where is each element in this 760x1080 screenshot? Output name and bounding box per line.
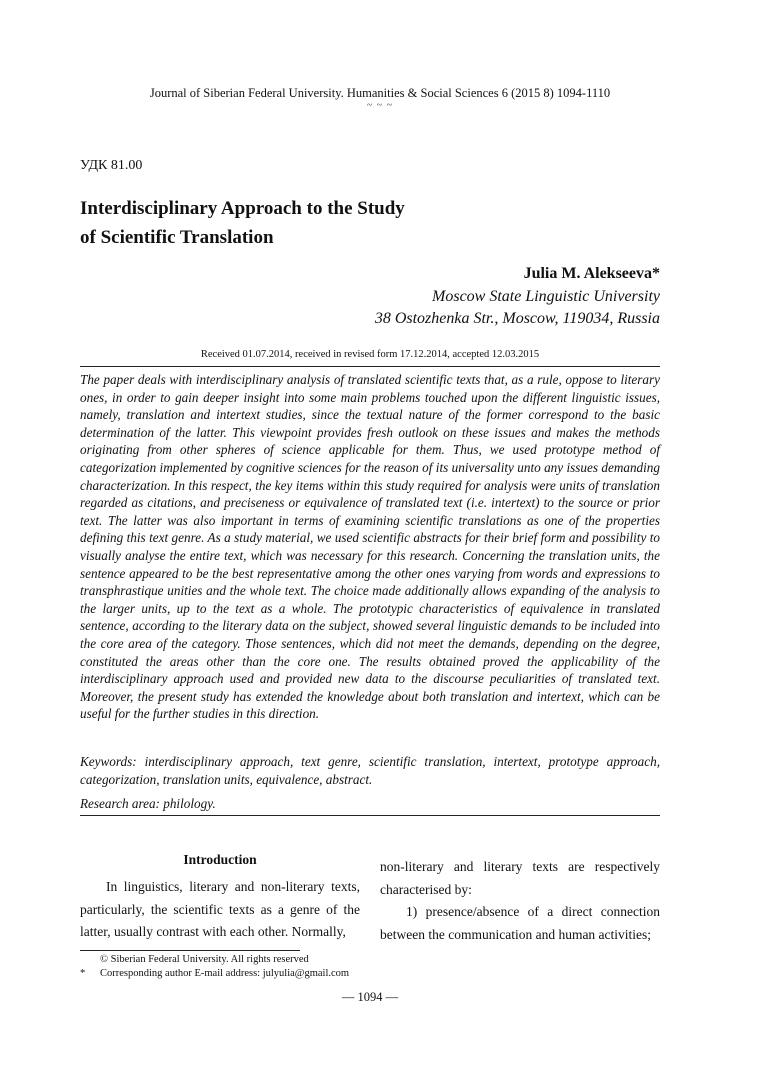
footnote-rule (80, 950, 300, 951)
title-line-2: of Scientific Translation (80, 227, 274, 248)
abstract-top-rule (80, 366, 660, 367)
research-area: Research area: philology. (80, 796, 216, 811)
section-title-introduction: Introduction (183, 852, 257, 867)
article-title (80, 194, 640, 252)
udk-code: УДК 81.00 (80, 158, 143, 173)
body-column-right (380, 856, 660, 946)
received-dates: Received 01.07.2014, received in revised form 17.12.2014, accepted 12.03.2015 (200, 349, 540, 360)
title-line-1: Interdisciplinary Approach to the Study (80, 198, 405, 219)
intro-paragraph-continued: non-literary and literary texts are respectively characterised by: (380, 859, 660, 897)
header-separator: ~ ~ ~ (366, 100, 394, 111)
affiliation-institution: Moscow State Linguistic University (432, 288, 660, 305)
corresponding-author-text: Corresponding author E-mail address: julyulia@gmail.com (100, 968, 350, 979)
body-column-left (80, 852, 360, 944)
footnote-corresponding (80, 968, 349, 979)
page-number: — 1094 — (341, 990, 399, 1004)
copyright-text: © Siberian Federal University. All rights reserved (100, 954, 309, 965)
abstract-bottom-rule (80, 815, 660, 816)
footnote-mark: * (80, 968, 86, 979)
abstract-text: The paper deals with interdisciplinary analysis of translated scientific texts that, as a rule, oppose to literary ones, in order to gain deeper insight into some main problems touched upon the different linguistic issues, namely, translation and intertext studies, since the textual nature of the former correspond to the basic determination of the latter. This viewpoint provides fresh outlook on these issues and makes the methods originating from other spheres of science applicable for them. Thus, we used prototype method of categorization implemented by cognitive sciences for the reason of its universality unto any issues demanding characterization. In this respect, the key items within this study required for analysis were units of translation regarded as citations, and preciseness or equivalence of translated text (i.e. intertext) to the source or prior text. The latter was also important in terms of examining scientific translations as one of the properties defining this text genre. As a study material, we used scientific abstracts for their brief form and possibility to visually analyse the entire text, which was necessary for this research. Concerning the translation units, the sentence appeared to be the best representative among the other ones varying from words and expressions to transphrastique unities and the whole text. The choice made additionally allows expanding of the analysis to the larger units, up to the text as a whole. The prototypic characteristics of equivalence in translated sentence, according to the literary data on the subject, showed several linguistic demands to be included into the core area of the category. Those sentences, which did not meet the demands, depending on the degree, constituted the areas other than the core one. The results obtained proved the applicability of the interdisciplinary approach used and provided new data to the discourse peculiarities of translated text. Moreover, the present study has extended the knowledge about both translation and intertext, which can be useful for the further studies in this direction. (80, 372, 660, 722)
author-name: Julia M. Alekseeva* (523, 265, 660, 282)
affiliation-address: 38 Ostozhenka Str., Moscow, 119034, Russia (374, 310, 660, 327)
intro-paragraph: In linguistics, literary and non-literary texts, particularly, the scientific texts as a genre of the latter, usually contrast with each other. Normally, (80, 879, 360, 939)
journal-header: Journal of Siberian Federal University. Humanities & Social Sciences 6 (2015 8) 1094-1110 (149, 86, 611, 100)
footnote-copyright (80, 954, 309, 965)
keywords: Keywords: interdisciplinary approach, text genre, scientific translation, intertext, prototype approach, categorization, translation units, equivalence, abstract. (80, 754, 660, 787)
list-item: 1) presence/absence of a direct connection between the communication and human activities; (380, 904, 660, 942)
